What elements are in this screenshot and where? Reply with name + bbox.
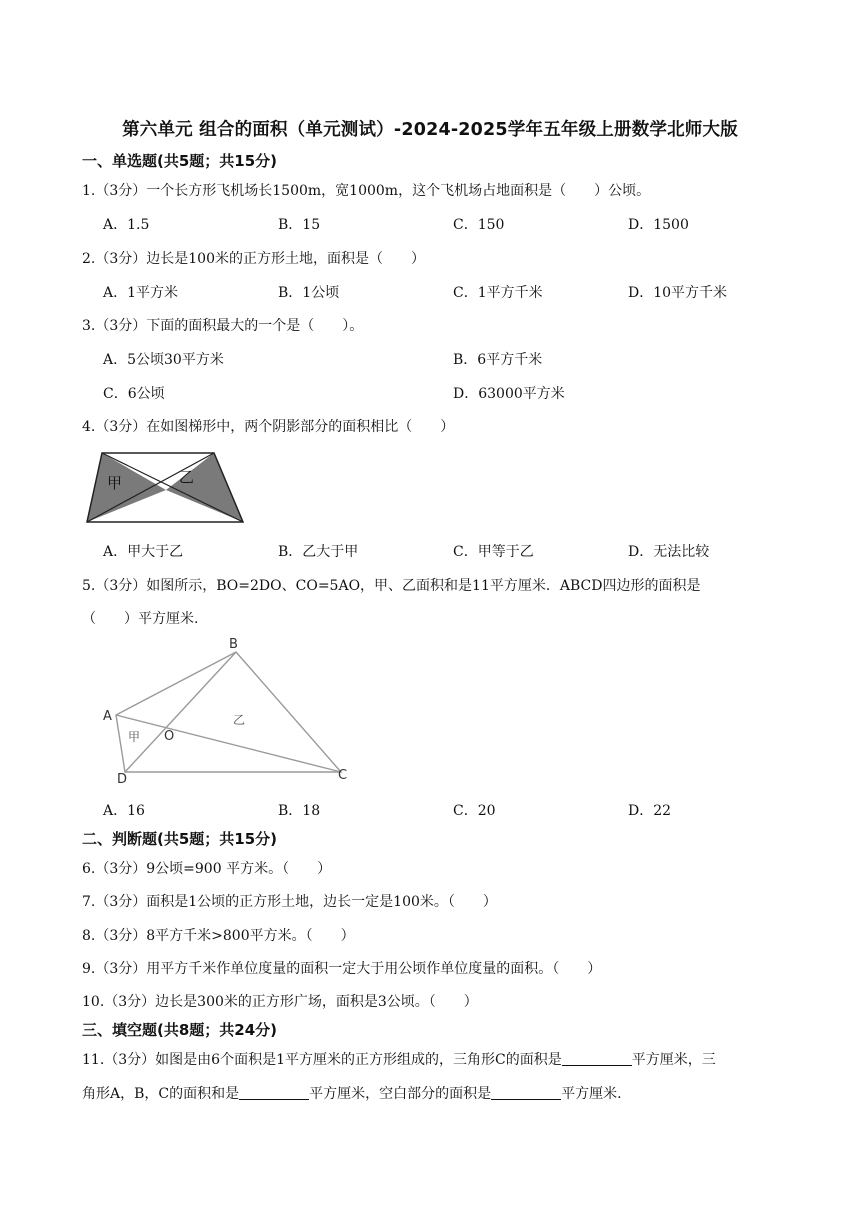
q2-option-a: A．1平方米 <box>103 285 179 301</box>
q11-text-3: 角形A，B，C的面积和是 <box>82 1086 240 1102</box>
q11-blank-3[interactable] <box>491 1085 561 1100</box>
question-10: 10.（3分）边长是300米的正方形广场，面积是3公顷。（ ） <box>82 994 478 1010</box>
diagonal-bd <box>125 652 236 772</box>
label-jia: 甲 <box>107 474 123 492</box>
q4-option-b: B．乙大于甲 <box>278 544 359 560</box>
question-4: 4.（3分）在如图梯形中，两个阴影部分的面积相比（ ） <box>82 419 455 435</box>
question-5-line-1: 5.（3分）如图所示，BO=2DO、CO=5AO，甲、乙面积和是11平方厘米．ABCD四边形的面积是 <box>82 578 701 594</box>
question-1: 1.（3分）一个长方形飞机场长1500m，宽1000m，这个飞机场占地面积是（ ）公顷。 <box>82 183 651 199</box>
q11-blank-1[interactable] <box>562 1051 632 1066</box>
question-6: 6.（3分）9公顷=900 平方米。（ ） <box>82 861 332 877</box>
label-a: A <box>103 709 112 724</box>
quadrilateral-figure <box>95 638 365 788</box>
label-yi: 乙 <box>179 468 195 486</box>
q11-blank-2[interactable] <box>239 1085 309 1100</box>
quadrilateral-abcd <box>116 652 341 772</box>
trapezoid-figure <box>82 448 252 528</box>
q11-text-4: 平方厘米，空白部分的面积是 <box>309 1086 492 1102</box>
q11-text-5: 平方厘米. <box>561 1086 622 1102</box>
q5-option-b: B．18 <box>278 803 321 819</box>
section-heading-single-choice: 一、单选题(共5题；共15分) <box>82 152 278 170</box>
q2-option-b: B．1公顷 <box>278 285 340 301</box>
diagonal-ac <box>116 715 341 772</box>
question-2: 2.（3分）边长是100米的正方形土地，面积是（ ） <box>82 251 425 267</box>
q2-option-c: C．1平方千米 <box>453 285 543 301</box>
label-b: B <box>229 637 238 652</box>
q1-option-a: A．1.5 <box>103 217 150 233</box>
q4-option-d: D．无法比较 <box>628 544 710 560</box>
label-o: O <box>164 729 175 744</box>
q1-option-b: B．15 <box>278 217 321 233</box>
question-8: 8.（3分）8平方千米>800平方米。（ ） <box>82 928 355 944</box>
question-9: 9.（3分）用平方千米作单位度量的面积一定大于用公顷作单位度量的面积。（ ） <box>82 961 602 977</box>
q1-option-d: D．1500 <box>628 217 689 233</box>
q11-text-1: 11.（3分）如图是由6个面积是1平方厘米的正方形组成的，三角形C的面积是 <box>82 1052 562 1068</box>
q2-option-d: D．10平方千米 <box>628 285 728 301</box>
q5-option-a: A．16 <box>103 803 145 819</box>
q3-option-c: C．6公顷 <box>103 386 165 402</box>
shaded-triangle-yi <box>166 453 243 522</box>
page-title: 第六单元 组合的面积（单元测试）-2024-2025学年五年级上册数学北师大版 <box>122 120 738 140</box>
question-7: 7.（3分）面积是1公顷的正方形土地，边长一定是100米。（ ） <box>82 894 497 910</box>
q11-text-2: 平方厘米，三 <box>631 1052 716 1068</box>
q1-option-c: C．150 <box>453 217 505 233</box>
q4-option-c: C．甲等于乙 <box>453 544 534 560</box>
question-3: 3.（3分）下面的面积最大的一个是（ ）。 <box>82 318 364 334</box>
q3-option-d: D．63000平方米 <box>453 386 565 402</box>
question-11-line-1 <box>82 1049 716 1069</box>
q3-option-b: B．6平方千米 <box>453 352 543 368</box>
label-yi: 乙 <box>233 713 246 727</box>
q3-option-a: A．5公顷30平方米 <box>103 352 224 368</box>
question-5-line-2: （ ）平方厘米. <box>82 611 199 627</box>
q5-option-c: C．20 <box>453 803 496 819</box>
q4-option-a: A．甲大于乙 <box>103 544 184 560</box>
section-heading-true-false: 二、判断题(共5题；共15分) <box>82 830 278 848</box>
shaded-triangle-jia <box>87 453 166 522</box>
label-d: D <box>117 772 128 787</box>
label-c: C <box>338 768 348 783</box>
label-jia: 甲 <box>128 730 141 744</box>
question-11-line-2 <box>82 1083 622 1103</box>
q5-option-d: D．22 <box>628 803 672 819</box>
section-heading-fill-in: 三、填空题(共8题；共24分) <box>82 1021 278 1039</box>
